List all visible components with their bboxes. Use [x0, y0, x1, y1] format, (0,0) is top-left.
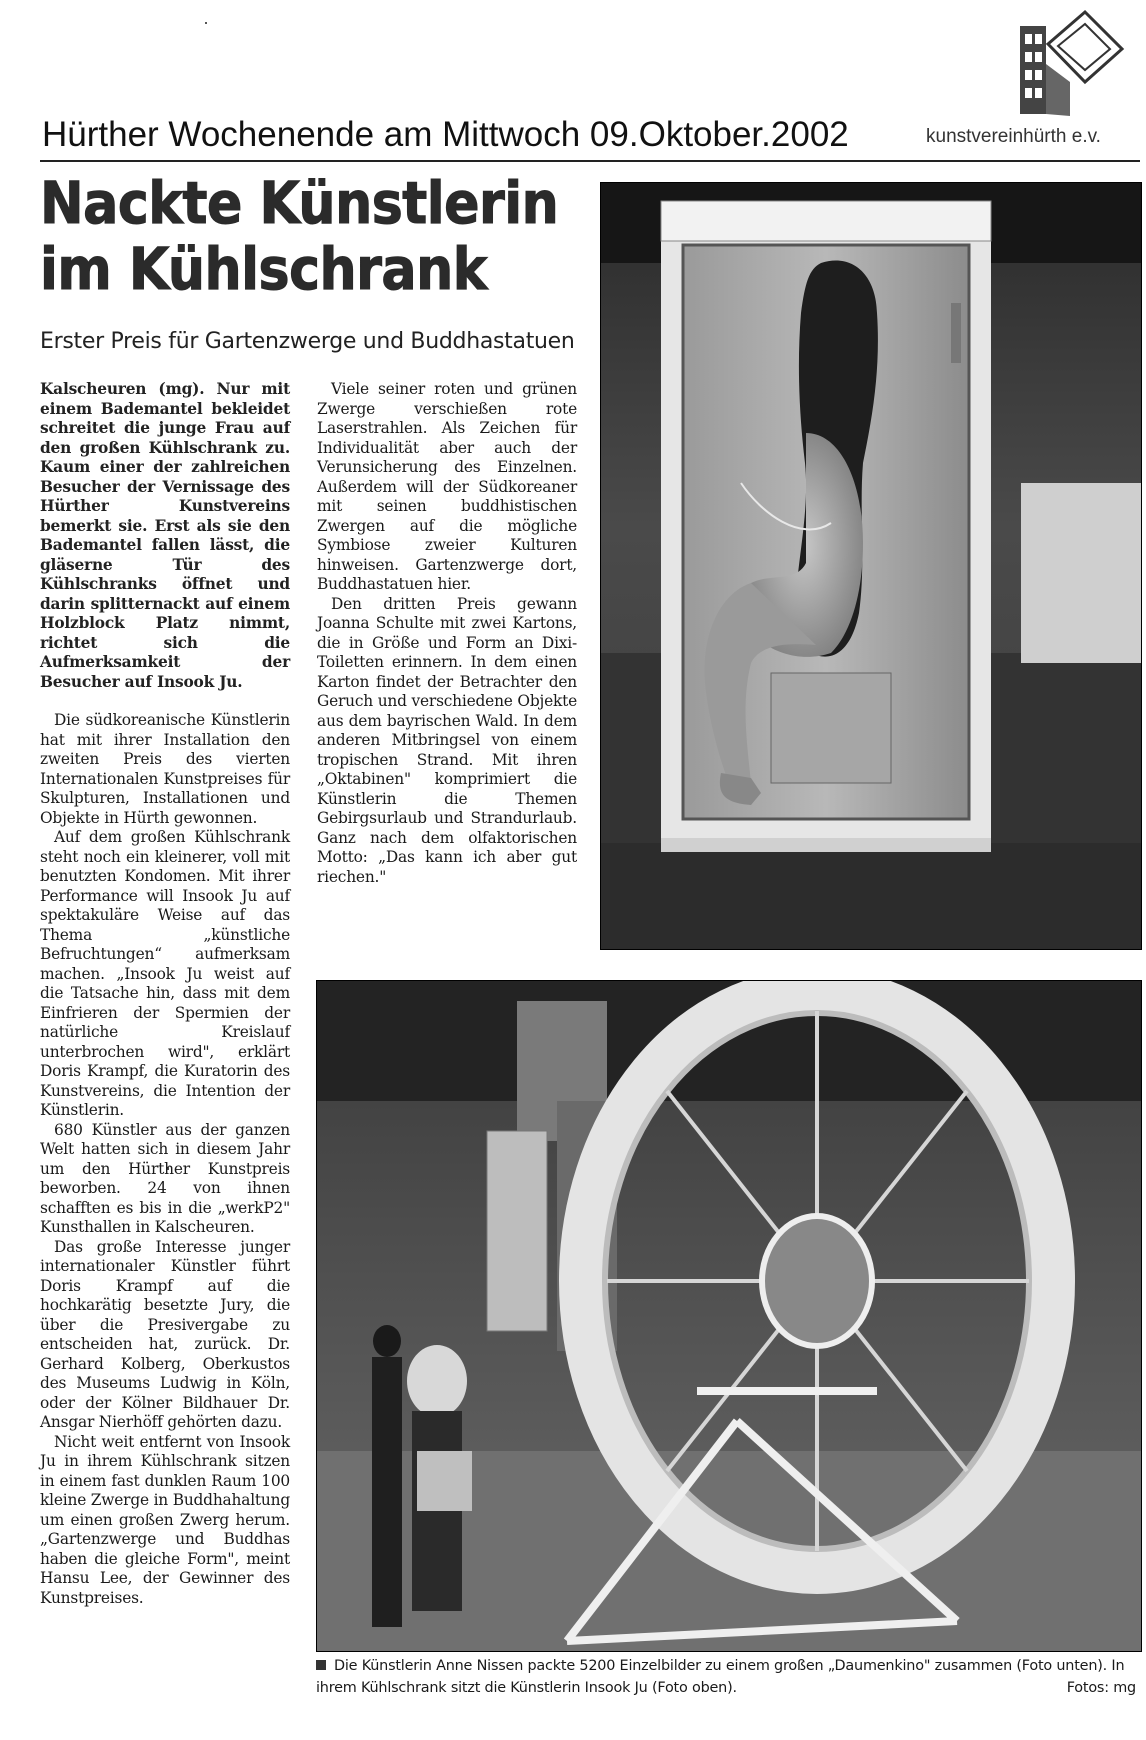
- photo-flipbook-wheel: [316, 980, 1142, 1652]
- body-paragraph: Nicht weit entfernt von Insook Ju in ihrem Kühlschrank sitzen in einem fast dunklen Raum 100 kleine Zwerge in Buddhahaltung um einen großen Zwerg herum. „Gartenzwerge und Buddhas haben die gleiche Form", meint Hansu Lee, der Gewinner des Kunstpreises.: [40, 1432, 290, 1607]
- kunstverein-logo: [1000, 4, 1125, 119]
- body-paragraph: Viele seiner roten und grünen Zwerge verschießen rote Laserstrahlen. Als Zeichen für Individualität aber auch der Verunsicherung des Einzelnen. Außerdem will der Südkoreaner mit seinen buddhistischen Zwergen auf die mögliche Symbiose zweier Kulturen hinweisen. Gartenzwerge dort, Buddhastatuen hier.: [317, 380, 577, 593]
- headline-line-2: im Kühlschrank: [40, 235, 487, 303]
- subheadline: Erster Preis für Gartenzwerge und Buddhastatuen: [40, 329, 575, 354]
- article-column-2: [317, 380, 577, 887]
- body-paragraph: Auf dem großen Kühlschrank steht noch ein kleinerer, voll mit benutzten Kondomen. Mit ihrer Performance will Insook Ju auf spektakuläre Weise auf das Thema „künstliche Befruchtungen“ aufmerksam machen. „Insook Ju weist auf die Tatsache hin, dass mit dem Einfrieren der Spermien der natürliche Kreislauf unterbrochen wird", erklärt Doris Krampf, die Kuratorin des Kunstvereins, die Intention der Künstlerin.: [40, 828, 290, 1119]
- association-name: kunstvereinhürth e.v.: [926, 126, 1101, 147]
- photo-credit: Fotos: mg: [1066, 1680, 1136, 1696]
- masthead-rule: [40, 160, 1140, 162]
- article-column-1: [40, 380, 290, 1608]
- masthead-title: Hürther Wochenende am Mittwoch 09.Oktober.2002: [42, 115, 849, 154]
- lead-paragraph: Kalscheuren (mg). Nur mit einem Bademantel bekleidet schreitet die junge Frau auf den großen Kühlschrank zu. Kaum einer der zahlreichen Besucher der Vernissage des Hürther Kunstvereins bemerkt sie. Erst als sie den Bademantel fallen lässt, die gläserne Tür des Kühlschranks öffnet und darin splitternackt auf einem Holzblock Platz nimmt, richtet sich die Aufmerksamkeit der Besucher auf Insook Ju.: [40, 380, 290, 691]
- body-paragraph: Den dritten Preis gewann Joanna Schulte mit zwei Kartons, die in Größe und Form an Dixi-Toiletten erinnern. In dem einen Karton findet der Betrachter den Geruch und verschiedene Objekte aus dem bayrischen Wald. In dem anderen Mitbringsel von einem tropischen Strand. Mit ihren „Oktabinen" komprimiert die Künstlerin die Themen Gebirgsurlaub und Strandurlaub. Ganz nach dem olfaktorischen Motto: „Das kann ich aber gut riechen.": [317, 594, 577, 886]
- caption-marker-icon: [316, 1660, 326, 1670]
- body-paragraph: Die südkoreanische Künstlerin hat mit ihrer Installation den zweiten Preis des vierten Internationalen Kunstpreises für Skulpturen, Installationen und Objekte in Hürth gewonnen.: [40, 711, 290, 827]
- caption-text: Die Künstlerin Anne Nissen packte 5200 Einzelbilder zu einem großen „Daumenkino" zusammen (Foto unten). In ihrem Kühlschrank sitzt die Künstlerin Insook Ju (Foto oben).: [316, 1658, 1125, 1696]
- speck: [205, 22, 207, 24]
- photo-caption: [316, 1655, 1142, 1699]
- body-paragraph: Das große Interesse junger internationaler Künstler führt Doris Krampf auf die hochkarätig besetzte Jury, die über die Presivergabe zu entscheiden hat, zurück. Dr. Gerhard Kolberg, Oberkustos des Museums Ludwig in Köln, oder der Kölner Bildhauer Dr. Ansgar Nierhöff gehörten dazu.: [40, 1237, 290, 1431]
- headline: [40, 170, 600, 302]
- body-paragraph: 680 Künstler aus der ganzen Welt hatten sich in diesem Jahr um den Hürther Kunstpreis beworben. 24 von ihnen schafften es bis in die „werkP2" Kunsthallen in Kalscheuren.: [40, 1120, 290, 1236]
- photo-refrigerator-performance: [600, 182, 1142, 950]
- headline-line-1: Nackte Künstlerin: [40, 169, 559, 237]
